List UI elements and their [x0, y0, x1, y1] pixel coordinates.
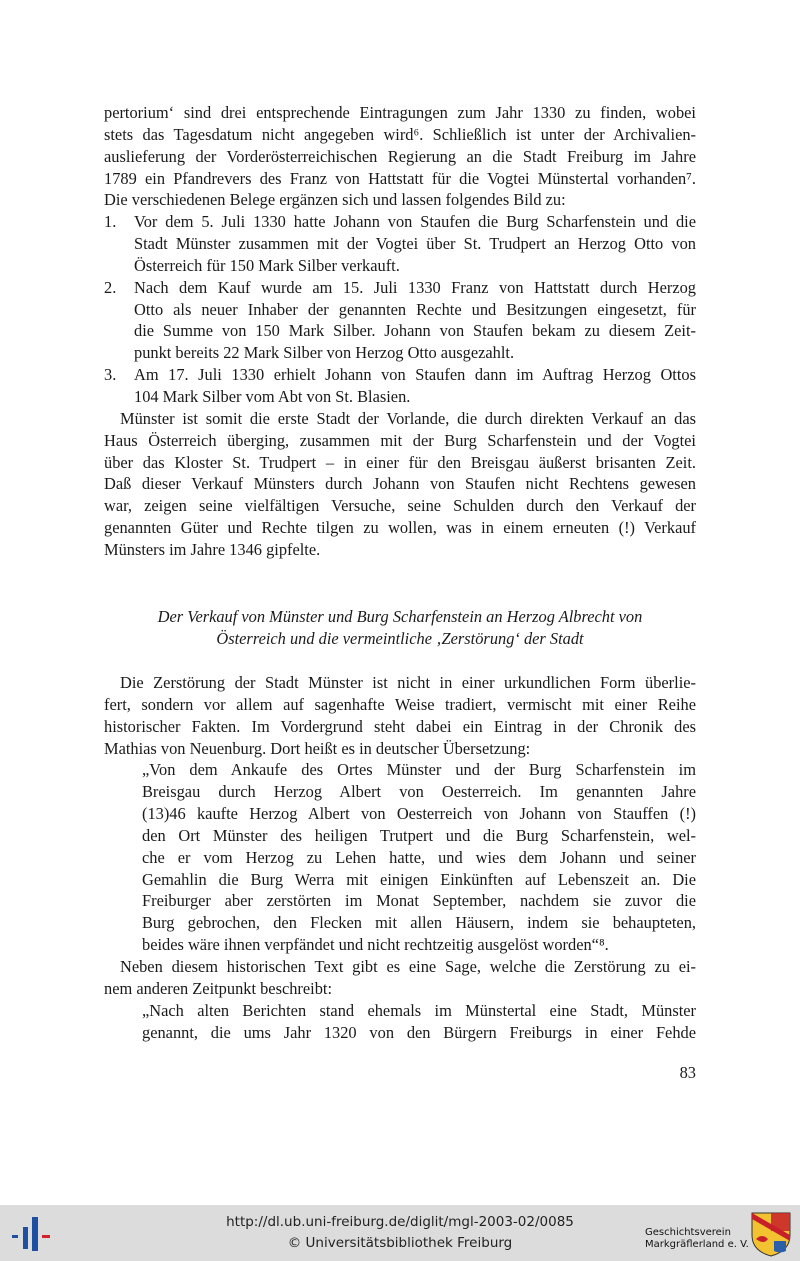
text-line: den Ort Münster des heiligen Trutpert und die Burg Scharfenstein, wel-: [142, 825, 696, 845]
text-line: che er vom Herzog zu Lehen hatte, und wies dem Johann und seiner: [142, 847, 696, 867]
text-line: 104 Mark Silber vom Abt von St. Blasien.: [134, 386, 411, 406]
list-item: [104, 364, 696, 408]
text-line: Haus Österreich überging, zusammen mit der Burg Scharfenstein und der Vogtei: [104, 430, 696, 450]
text-line: genannt, die ums Jahr 1320 von den Bürgern Freiburgs in einer Fehde: [142, 1022, 696, 1042]
text-line: Breisgau durch Herzog Albert von Oesterreich. Im genannten Jahre: [142, 782, 696, 802]
text-line: Münsters im Jahre 1346 gipfelte.: [104, 539, 321, 559]
section-heading: [104, 606, 696, 650]
text-line: Stadt Münster zusammen mit der Vogtei über St. Trudpert an Herzog Otto von: [134, 234, 696, 254]
heading-line: Österreich und die vermeintliche ‚Zerstörung‘ der Stadt: [216, 628, 584, 648]
document-url-link[interactable]: http://dl.ub.uni-freiburg.de/diglit/mgl-2003-02/0085: [226, 1214, 574, 1230]
text-line: beides wäre ihnen verpfändet und nicht rechtzeitig ausgelöst worden“⁸.: [142, 935, 609, 955]
viewer-footer: [0, 1205, 800, 1261]
text-line: Burg gebrochen, den Flecken mit allen Häusern, indem sie behaupteten,: [142, 913, 696, 933]
society-name-line2: Markgräflerland e. V.: [645, 1239, 749, 1250]
text-line: nem anderen Zeitpunkt beschreibt:: [104, 978, 333, 998]
body-text-top: [104, 102, 696, 561]
text-line: Nach dem Kauf wurde am 15. Juli 1330 Franz von Hattstatt durch Herzog: [134, 277, 696, 297]
text-line: historischer Fakten. Im Vordergrund steht dabei ein Eintrag in der Chronik des: [104, 716, 696, 736]
text-line: Österreich für 150 Mark Silber verkauft.: [134, 255, 400, 275]
text-line: genannten Güter und Rechte tilgen zu wollen, was in einem erneuten (!) Verkauf: [104, 518, 696, 538]
text-line: fert, sondern vor allem auf sagenhafte Weise tradiert, vermischt mit einer Reihe: [104, 694, 696, 714]
text-line: auslieferung der Vorderösterreichischen Regierung an die Stadt Freiburg im Jahre: [104, 146, 696, 166]
text-line: Otto als neuer Inhaber der genannten Rechte und Besitzungen eingesetzt, für: [134, 299, 696, 319]
text-line: war, zeigen seine vielfältigen Versuche, seine Schulden durch den Verkauf der: [104, 496, 696, 516]
text-line: „Nach alten Berichten stand ehemals im Münstertal eine Stadt, Münster: [142, 1000, 696, 1020]
heading-line: Der Verkauf von Münster und Burg Scharfenstein an Herzog Albrecht von: [157, 607, 643, 626]
text-line: Mathias von Neuenburg. Dort heißt es in deutscher Übersetzung:: [104, 738, 531, 758]
body-text-bottom: [104, 672, 696, 1043]
block-quote: [104, 1000, 696, 1044]
list-item: [104, 277, 696, 364]
list-item-number: 2.: [104, 277, 117, 297]
list-item-number: 1.: [104, 212, 117, 232]
text-line: Die Zerstörung der Stadt Münster ist nicht in einer urkundlichen Form überlie-: [120, 673, 696, 692]
text-line: die Summe von 150 Mark Silber. Johann von Staufen bekam zu diesem Zeit-: [134, 321, 696, 341]
text-line: Die verschiedenen Belege ergänzen sich und lassen folgendes Bild zu:: [104, 190, 566, 210]
list-item: [104, 211, 696, 277]
list-item-number: 3.: [104, 365, 117, 385]
text-line: Freiburger aber zerstörten im Monat September, nachdem sie zuvor die: [142, 891, 696, 911]
text-line: 1789 ein Pfandrevers des Franz von Hattstatt für die Vogtei Münstertal vorhanden⁷.: [104, 168, 696, 188]
block-quote: [104, 759, 696, 956]
text-line: Am 17. Juli 1330 erhielt Johann von Staufen dann im Auftrag Herzog Ottos: [134, 365, 696, 385]
society-name: [645, 1227, 749, 1251]
text-line: Vor dem 5. Juli 1330 hatte Johann von Staufen die Burg Scharfenstein und die: [134, 212, 696, 232]
text-line: (13)46 kaufte Herzog Albert von Oesterreich von Johann von Stauffen (!): [142, 804, 696, 824]
text-line: Neben diesem historischen Text gibt es eine Sage, welche die Zerstörung zu ei-: [120, 956, 696, 976]
copyright-text: © Universitätsbibliothek Freiburg: [287, 1235, 513, 1251]
text-line: über das Kloster St. Trudpert – in einer für den Breisgau äußerst brisanten Zeit.: [104, 452, 696, 472]
text-line: Gemahlin die Burg Werra mit einigen Einkünften auf Lebenszeit an. Die: [142, 869, 696, 889]
text-line: Daß dieser Verkauf Münsters durch Johann von Staufen nicht Rechtens gewesen: [104, 474, 696, 494]
text-line: punkt bereits 22 Mark Silber von Herzog Otto ausgezahlt.: [134, 343, 515, 363]
text-line: „Von dem Ankaufe des Ortes Münster und der Burg Scharfenstein im: [142, 760, 696, 780]
society-name-line1: Geschichtsverein: [645, 1227, 731, 1238]
text-line: stets das Tagesdatum nicht angegeben wird⁶. Schließlich ist unter der Archivalien-: [104, 124, 696, 144]
text-line: Münster ist somit die erste Stadt der Vorlande, die durch direkten Verkauf an das: [120, 408, 696, 428]
page-number: 83: [679, 1063, 696, 1082]
text-line: pertorium‘ sind drei entsprechende Eintragungen zum Jahr 1330 zu finden, wobei: [104, 103, 696, 122]
coat-of-arms-icon: [750, 1211, 792, 1257]
